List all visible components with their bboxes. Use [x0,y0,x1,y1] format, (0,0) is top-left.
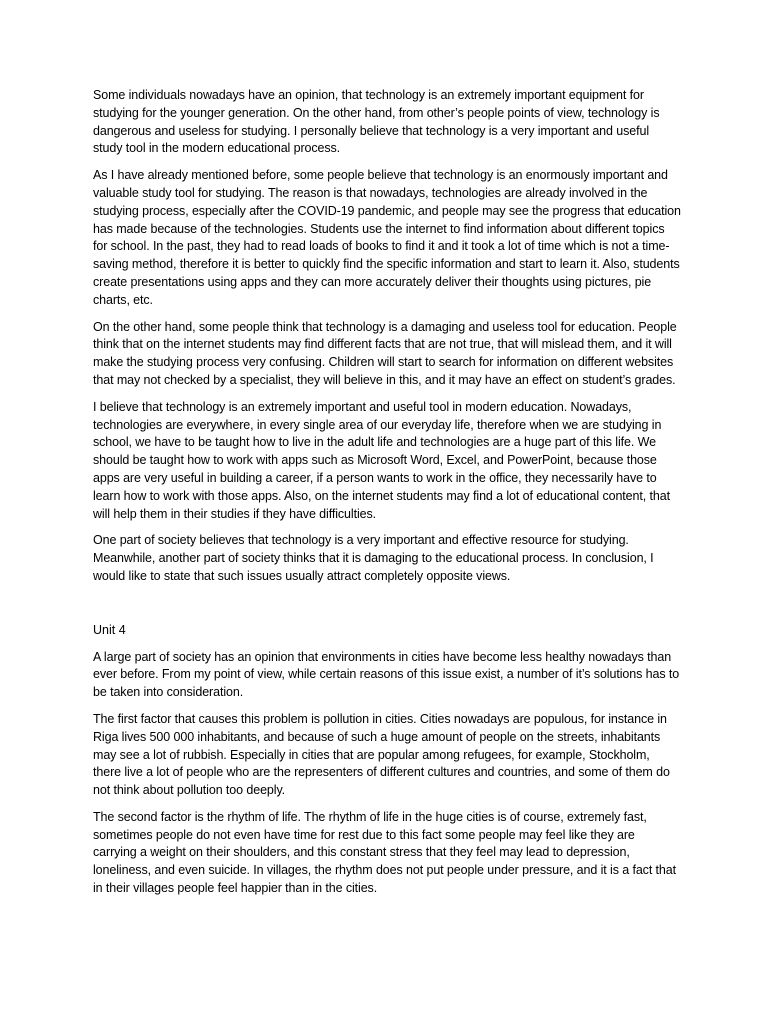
document-page [93,87,681,907]
essay1-paragraph-1: Some individuals nowadays have an opinion, that technology is an extremely important equipment for studying for the younger generation. On the other hand, from other’s people points of view, technology is dangerous and useless for studying. I personally believe that technology is a very important and useful study tool in the modern educational process. [93,88,660,156]
essay2-paragraph-2: The first factor that causes this problem is pollution in cities. Cities nowadays are populous, for instance in Riga lives 500 000 inhabitants, and because of such a huge amount of people on the streets, inhabitants may see a lot of rubbish. Especially in cities that are popular among refugees, for example, Stockholm, there live a lot of people who are the representers of different cultures and countries, and some of them do not think about pollution too deeply. [93,711,670,798]
essay1-paragraph-3: On the other hand, some people think that technology is a damaging and useless tool for education. People think that on the internet students may find different facts that are not true, that will mislead them, and it will make the studying process very confusing. Children will start to search for information on different websites that may not checked by a specialist, they will believe in this, and it may have an effect on student’s grades. [93,319,677,387]
section-heading: Unit 4 [93,622,126,637]
essay1-paragraph-4: I believe that technology is an extremely important and useful tool in modern education. Nowadays, technologies are everywhere, in every single area of our everyday life, therefore when we are studying in school, we have to be taught how to live in the adult life and technologies are a huge part of this life. We should be taught how to work with apps such as Microsoft Word, Excel, and PowerPoint, because those apps are very useful in building a career, if a person wants to work in the office, they necessarily have to learn how to work with those apps. Also, on the internet students may find a lot of educational content, that will help them in their studies if they have difficulties. [93,399,670,521]
essay1-paragraph-2: As I have already mentioned before, some people believe that technology is an enormously important and valuable study tool for studying. The reason is that nowadays, technologies are already involved in the studying process, especially after the COVID-19 pandemic, and people may see the progress that education has made because of the technologies. Students use the internet to find information about different topics for school. In the past, they had to read loads of books to find it and it took a lot of time which is not a time-saving method, therefore it is better to quickly find the specific information and start to learn it. Also, students create presentations using apps and they can more accurately deliver their thoughts using pictures, pie charts, etc. [93,168,681,307]
essay1-paragraph-5: One part of society believes that technology is a very important and effective resource for studying. Meanwhile, another part of society thinks that it is damaging to the educational process. In conclusion, I would like to state that such issues usually attract completely opposite views. [93,533,654,583]
essay2-paragraph-3: The second factor is the rhythm of life. The rhythm of life in the huge cities is of course, extremely fast, sometimes people do not even have time for rest due to this fact some people may feel like they are carrying a weight on their shoulders, and this constant stress that they feel may lead to depression, loneliness, and even suicide. In villages, the rhythm does not put people under pressure, and it is a fact that in their villages people feel happier than in the cities. [93,809,677,896]
essay2-paragraph-1: A large part of society has an opinion that environments in cities have become less healthy nowadays than ever before. From my point of view, while certain reasons of this issue exist, a number of it’s solutions has to be taken into consideration. [93,649,680,700]
section-gap [93,595,681,622]
